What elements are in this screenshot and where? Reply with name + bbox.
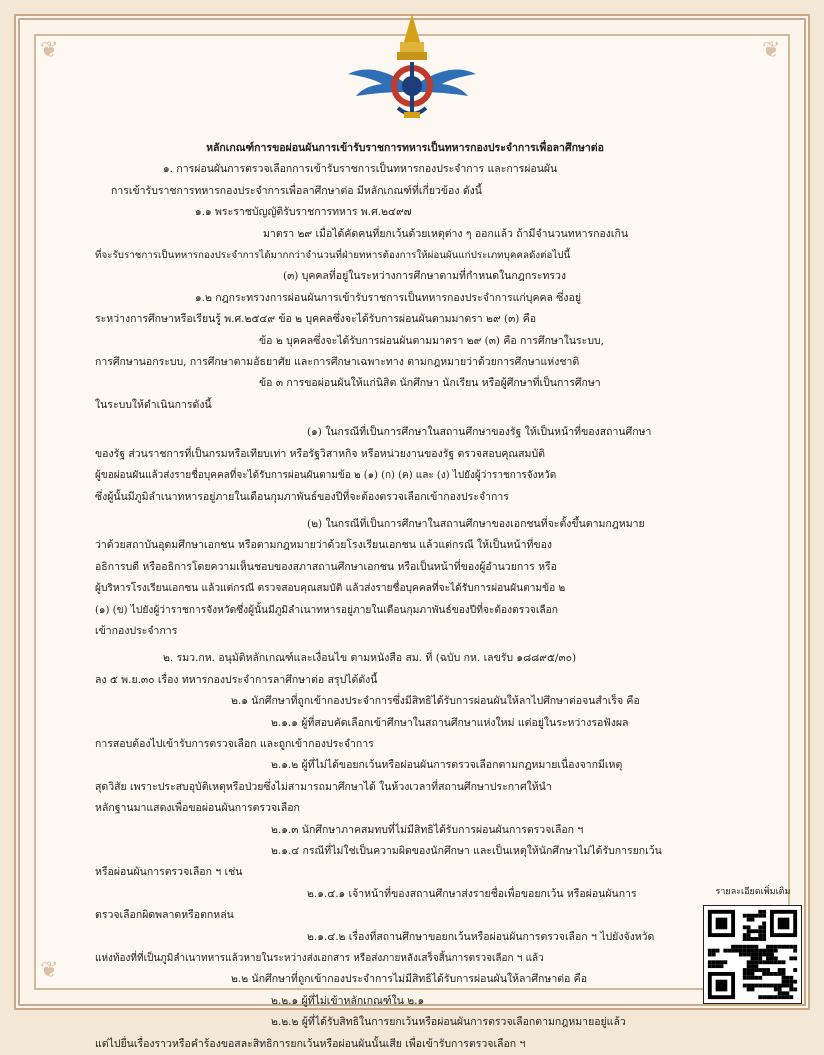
text-line: ๒.๑.๒ ผู้ที่ไม่ได้ขอยกเว้นหรือผ่อนผันการตรวจเลือกตามกฎหมายเนื่องจากมีเหตุ	[271, 759, 623, 772]
text-line: (๑) (ข) ไปยังผู้ว่าราชการจังหวัดซึ่งผู้นั้นมีภูมิลำเนาทหารอยู่ภายในเดือนกุมภาพันธ์ของปีที่จะต้องตรวจเลือก	[95, 604, 558, 616]
text-line: ๒.๒.๒ ผู้ที่ได้รับสิทธิในการยกเว้นหรือผ่อนผันการตรวจเลือกตามกฎหมายอยู่แล้ว	[271, 1016, 626, 1029]
text-line: ๒.๑.๓ นักศึกษาภาคสมทบที่ไม่มีสิทธิได้รับการผ่อนผันการตรวจเลือก ฯ	[271, 823, 584, 836]
text-line: ระหว่างการศึกษาหรือเรียนรู้ พ.ศ.๒๕๔๙ ข้อ ๒ บุคคลซึ่งจะได้รับการผ่อนผันตามมาตรา ๒๙ (๓) คือ	[95, 313, 537, 326]
document-title: หลักเกณฑ์การขอผ่อนผันการเข้ารับราชการทหารเป็นทหารกองประจำการเพื่อลาศึกษาต่อ	[206, 142, 604, 154]
text-line: ๒.๒.๑ ผู้ที่ไม่เข้าหลักเกณฑ์ใน ๒.๑	[271, 994, 425, 1007]
text-line: (๒) ในกรณีที่เป็นการศึกษาในสถานศึกษาของเอกชนที่จะตั้งขึ้นตามกฎหมาย	[307, 517, 645, 530]
text-line: การเข้ารับราชการทหารกองประจำการเพื่อลาศึกษาต่อ มีหลักเกณฑ์ที่เกี่ยวข้อง ดังนี้	[111, 184, 482, 197]
text-line: ๑.๑ พระราชบัญญัติรับราชการทหาร พ.ศ.๒๔๙๗	[195, 206, 412, 219]
text-line: ๑.๒ กฎกระทรวงการผ่อนผันการเข้ารับราชการเป็นทหารกองประจำการแก่บุคคล ซึ่งอยู่	[195, 291, 581, 304]
qr-code-icon[interactable]	[703, 905, 802, 1004]
text-line: สุดวิสัย เพราะประสบอุบัติเหตุหรือป่วยซึ่งไม่สามารถมาศึกษาได้ ในห้วงเวลาที่สถานศึกษาประกาศให้นำ	[95, 780, 552, 793]
ornament-icon: ❦	[762, 38, 781, 63]
text-line: ตรวจเลือกผิดพลาดหรือตกหล่น	[95, 909, 234, 922]
text-line: ๒.๑.๔ กรณีที่ไม่ใช่เป็นความผิดของนักศึกษา และเป็นเหตุให้นักศึกษาไม่ได้รับการยกเว้น	[271, 845, 662, 857]
text-line: (๑) ในกรณีที่เป็นการศึกษาในสถานศึกษาของรัฐ ให้เป็นหน้าที่ของสถานศึกษา	[307, 426, 652, 439]
text-line: ๒.๑.๔.๑ เจ้าหน้าที่ของสถานศึกษาส่งรายชื่อเพื่อขอยกเว้น หรือผ่อนผันการ	[307, 887, 637, 900]
text-line: มาตรา ๒๙ เมื่อได้คัดคนที่ยกเว้นด้วยเหตุต่าง ๆ ออกแล้ว ถ้ามีจำนวนทหารกองเกิน	[263, 227, 629, 240]
military-emblem-icon	[342, 12, 482, 122]
text-line: ๒.๑ นักศึกษาที่ถูกเข้ากองประจำการซึ่งมีสิทธิได้รับการผ่อนผันให้ลาไปศึกษาต่อจนสำเร็จ คือ	[231, 695, 640, 708]
text-line: ข้อ ๒ บุคคลซึ่งจะได้รับการผ่อนผันตามมาตรา ๒๙ (๓) คือ การศึกษาในระบบ,	[259, 334, 604, 347]
text-line: ที่จะรับราชการเป็นทหารกองประจำการได้มากกว่าจำนวนที่ฝ่ายทหารต้องการให้ผ่อนผันแก่ประเภทบุคคลดังต่อไปนี้	[95, 250, 571, 262]
ornament-icon: ❦	[40, 38, 59, 63]
text-line: ว่าด้วยสถาบันอุดมศึกษาเอกชน หรือตามกฎหมายว่าด้วยโรงเรียนเอกชน แล้วแต่กรณี ให้เป็นหน้าที่ของ	[95, 539, 553, 552]
text-line: ๒.๒ นักศึกษาที่ถูกเข้ากองประจำการไม่มีสิทธิได้รับการผ่อนผันให้ลาศึกษาต่อ คือ	[231, 973, 588, 986]
qr-caption: รายละเอียดเพิ่มเติม	[715, 887, 791, 897]
text-line: ๒.๑.๑ ผู้ที่สอบคัดเลือกเข้าศึกษาในสถานศึกษาแห่งใหม่ แต่อยู่ในระหว่างรอฟังผล	[271, 716, 629, 729]
text-line: แต่ไปยื่นเรื่องราวหรือคำร้องขอสละสิทธิการยกเว้นหรือผ่อนผันนั้นเสีย เพื่อเข้ารับการตรวจเลือก ฯ	[95, 1037, 526, 1050]
text-line: เข้ากองประจำการ	[95, 624, 178, 637]
text-line: ข้อ ๓ การขอผ่อนผันให้แก่นิสิต นักศึกษา นักเรียน หรือผู้ศึกษาที่เป็นการศึกษา	[259, 377, 601, 390]
text-line: ๒.๑.๔.๒ เรื่องที่สถานศึกษาขอยกเว้นหรือผ่อนผันการตรวจเลือก ฯ ไปยังจังหวัด	[307, 930, 655, 943]
text-line: ๑. การผ่อนผันการตรวจเลือกการเข้ารับราชการเป็นทหารกองประจำการ และการผ่อนผัน	[163, 163, 558, 176]
text-line: การศึกษานอกระบบ, การศึกษาตามอัธยาศัย และการศึกษาเฉพาะทาง ตามกฎหมายว่าด้วยการศึกษาแห่งชาติ	[95, 356, 580, 369]
text-line: แห่งท้องที่ที่เป็นภูมิลำเนาทหารแล้วหายในระหว่างส่งเอกสาร หรือส่งภายหลังเสร็จสิ้นการตรวจเลือก ฯ แล้ว	[95, 953, 544, 965]
text-line: ของรัฐ ส่วนราชการที่เป็นกรมหรือเทียบเท่า หรือรัฐวิสาหกิจ หรือหน่วยงานของรัฐ ตรวจสอบคุณสมบัติ	[95, 447, 545, 460]
text-line: ๒. รมว.กห. อนุมัติหลักเกณฑ์และเงื่อนไข ตามหนังสือ สม. ที่ (ฉบับ กห. เลขรับ ๑๘๘๙๕/๓๐)	[163, 652, 577, 665]
text-line: อธิการบดี หรืออธิการโดยความเห็นชอบของสภาสถานศึกษาเอกชน หรือเป็นหน้าที่ของผู้อำนวยการ หรือ	[95, 560, 557, 573]
text-line: ซึ่งผู้นั้นมีภูมิลำเนาทหารอยู่ภายในเดือนกุมภาพันธ์ของปีที่จะต้องตรวจเลือกเข้ากองประจำการ	[95, 490, 509, 503]
text-line: ผู้บริหารโรงเรียนเอกชน แล้วแต่กรณี ตรวจสอบคุณสมบัติ แล้วส่งรายชื่อบุคคลที่จะได้รับการผ่อนผันตามข้อ ๒	[95, 583, 566, 595]
ornament-icon: ❦	[40, 958, 59, 983]
text-line: หลักฐานมาแสดงเพื่อขอผ่อนผันการตรวจเลือก	[95, 802, 300, 815]
text-line: การสอบต้องไปเข้ารับการตรวจเลือก และถูกเข้ากองประจำการ	[95, 737, 374, 750]
text-line: ผู้ขอผ่อนผันแล้วส่งรายชื่อบุคคลที่จะได้รับการผ่อนผันตามข้อ ๒ (๑) (ก) (ค) และ (ง) ไปยังผู้ว่าราชการจังหวัด	[95, 470, 557, 482]
text-line: หรือผ่อนผันการตรวจเลือก ฯ เช่น	[95, 866, 243, 879]
document-body	[95, 138, 715, 1055]
text-line: (๓) บุคคลที่อยู่ในระหว่างการศึกษาตามที่กำหนดในกฎกระทรวง	[283, 270, 567, 283]
text-line: ในระบบให้ดำเนินการดังนี้	[95, 398, 212, 411]
text-line: ลง ๕ พ.ย.๓๐ เรื่อง ทหารกองประจำการลาศึกษาต่อ สรุปได้ดังนี้	[95, 673, 378, 686]
